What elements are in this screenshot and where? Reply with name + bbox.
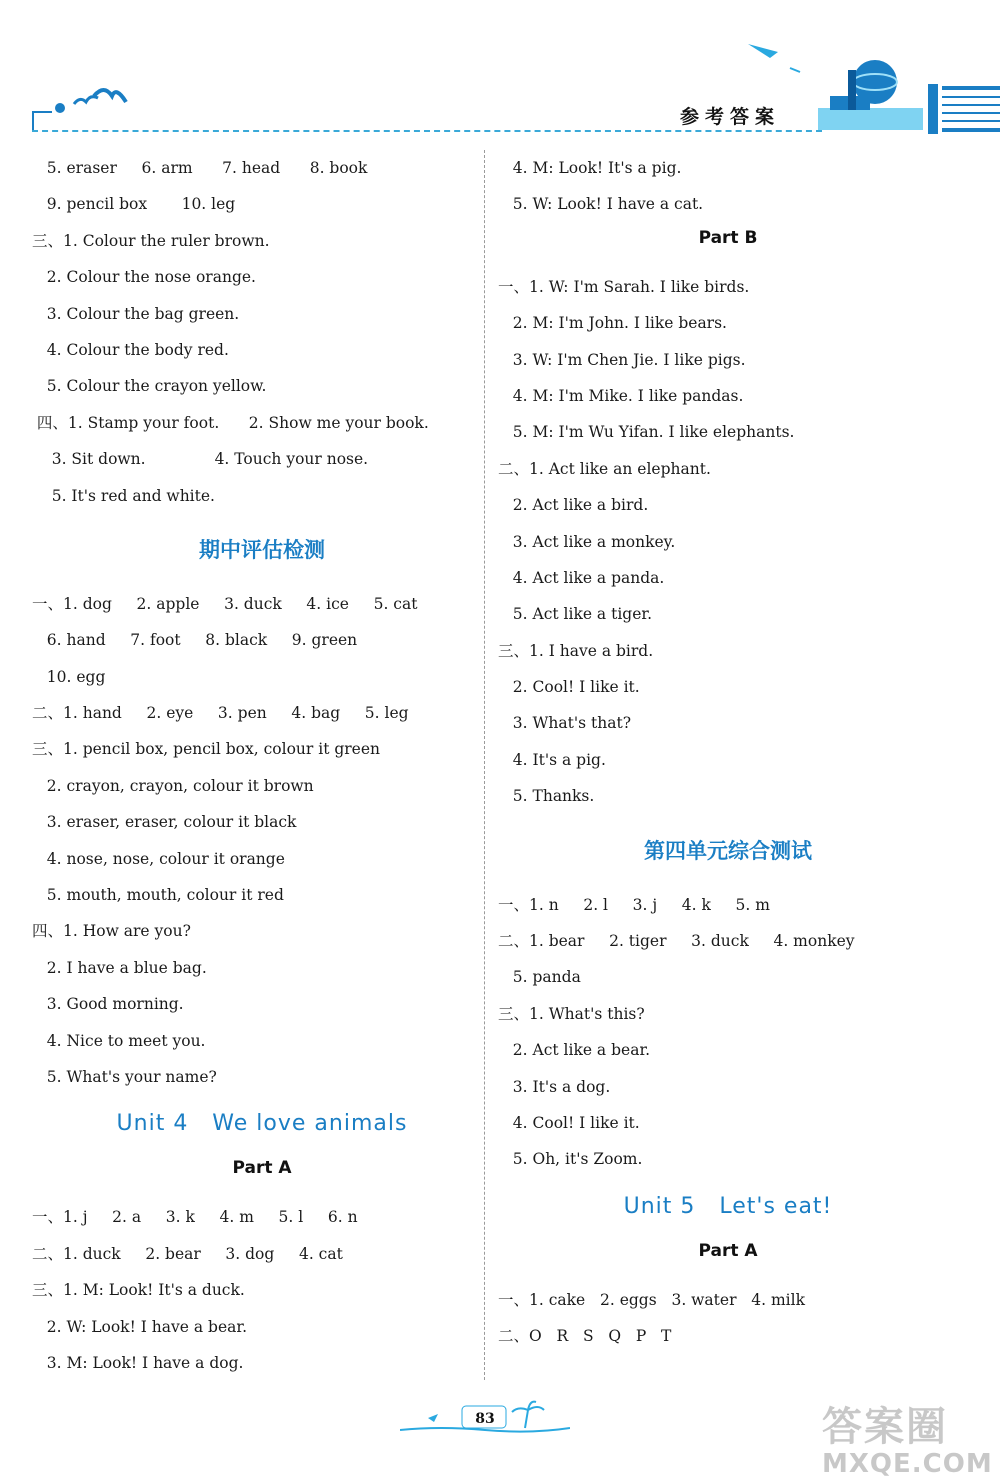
watermark-bottom: MXQE.COM xyxy=(822,1449,993,1479)
answer-line: 一、1. cake 2. eggs 3. water 4. milk xyxy=(498,1290,805,1309)
part-heading: Part B xyxy=(698,227,758,248)
watermark-logo xyxy=(822,1405,1000,1483)
answer-line: 4. Cool! I like it. xyxy=(498,1113,640,1132)
answer-line: 4. Act like a panda. xyxy=(498,568,665,587)
plane-icon xyxy=(748,44,778,58)
answer-line: 一、1. j 2. a 3. k 4. m 5. l 6. n xyxy=(32,1208,358,1227)
book-stack-icon xyxy=(818,108,923,130)
answer-line: 3. M: Look! I have a dog. xyxy=(32,1353,244,1372)
answer-line: 2. Cool! I like it. xyxy=(498,678,640,697)
answer-line: 三、1. Colour the ruler brown. xyxy=(32,231,270,250)
globe-icon xyxy=(853,60,897,104)
answer-line: 5. panda xyxy=(498,968,581,987)
answer-line: 4. Colour the body red. xyxy=(32,340,229,359)
answer-line: 5. W: Look! I have a cat. xyxy=(498,195,704,214)
dot-icon xyxy=(55,103,65,113)
answer-line: 二、1. Act like an elephant. xyxy=(498,459,711,478)
answer-line: 5. M: I'm Wu Yifan. I like elephants. xyxy=(498,423,795,442)
answer-line: 5. Oh, it's Zoom. xyxy=(498,1150,643,1169)
answer-line: 5. Act like a tiger. xyxy=(498,605,653,624)
answer-line: 3. Colour the bag green. xyxy=(32,304,240,323)
answer-line: 一、1. W: I'm Sarah. I like birds. xyxy=(498,277,750,296)
answer-line: 5. eraser 6. arm 7. head 8. book xyxy=(32,159,368,177)
answer-line: 一、1. n 2. l 3. j 4. k 5. m xyxy=(498,895,770,914)
answer-line: 2. Act like a bear. xyxy=(498,1041,651,1060)
header-block xyxy=(928,84,938,134)
answer-line: 二、1. hand 2. eye 3. pen 4. bag 5. leg xyxy=(32,704,409,723)
answer-line: 5. Thanks. xyxy=(498,787,595,806)
answer-line: 二、1. duck 2. bear 3. dog 4. cat xyxy=(32,1244,343,1263)
answer-line: 二、1. bear 2. tiger 3. duck 4. monkey xyxy=(498,932,855,951)
bird-icon xyxy=(94,90,126,102)
answer-line: 5. mouth, mouth, colour it red xyxy=(32,886,284,905)
left-column xyxy=(32,150,492,1381)
answer-line: 四、1. Stamp your foot. 2. Show me your book. xyxy=(32,413,429,432)
answer-line: 9. pencil box 10. leg xyxy=(32,195,236,214)
answer-line: 3. W: I'm Chen Jie. I like pigs. xyxy=(498,350,746,369)
answer-line: 三、1. M: Look! It's a duck. xyxy=(32,1281,245,1300)
watermark-top: 答案圈 xyxy=(822,1404,948,1450)
answer-line: 2. W: Look! I have a bear. xyxy=(32,1317,248,1336)
answer-line: 6. hand 7. foot 8. black 9. green xyxy=(32,631,358,650)
answer-line: 三、1. I have a bird. xyxy=(498,641,654,660)
page-header xyxy=(0,0,1000,140)
corner-bracket xyxy=(33,112,52,132)
answer-line: 4. M: I'm Mike. I like pandas. xyxy=(498,386,744,405)
unit-heading: Unit 5 Let's eat! xyxy=(623,1193,833,1219)
part-heading: Part A xyxy=(698,1240,758,1261)
answer-line: 3. Sit down. 4. Touch your nose. xyxy=(32,450,369,469)
answer-line: 二、O R S Q P T xyxy=(498,1327,672,1346)
right-column xyxy=(498,150,958,1355)
answer-line: 4. M: Look! It's a pig. xyxy=(498,159,682,177)
header-title: 参考答案 xyxy=(680,106,781,128)
answer-line: 4. nose, nose, colour it orange xyxy=(32,849,285,868)
answer-line: 2. Act like a bird. xyxy=(498,496,649,515)
answer-line: 3. eraser, eraser, colour it black xyxy=(32,813,297,832)
answer-line: 2. Colour the nose orange. xyxy=(32,268,256,287)
answer-line: 3. Act like a monkey. xyxy=(498,532,676,551)
header-decoration xyxy=(0,0,1000,140)
answer-line: 5. It's red and white. xyxy=(32,486,215,505)
bird-icon xyxy=(74,97,98,104)
part-heading: Part A xyxy=(232,1158,292,1179)
answer-line: 3. Good morning. xyxy=(32,995,184,1014)
answer-line: 四、1. How are you? xyxy=(32,922,191,941)
answer-line: 5. What's your name? xyxy=(32,1067,217,1086)
unit-heading: Unit 4 We love animals xyxy=(116,1111,408,1137)
answer-line: 3. What's that? xyxy=(498,714,632,733)
answer-line: 2. M: I'm John. I like bears. xyxy=(498,314,727,333)
palm-tree-icon xyxy=(512,1402,544,1428)
bird-icon xyxy=(428,1414,438,1422)
section-heading: 期中评估检测 xyxy=(199,537,325,562)
answer-line: 一、1. dog 2. apple 3. duck 4. ice 5. cat xyxy=(32,594,418,613)
column-divider xyxy=(484,150,485,1380)
answer-line: 10. egg xyxy=(32,667,106,686)
page-number: 83 xyxy=(475,1411,495,1427)
answer-line: 三、1. What's this? xyxy=(498,1004,645,1023)
answer-line: 2. crayon, crayon, colour it brown xyxy=(32,776,314,795)
answer-line: 2. I have a blue bag. xyxy=(32,958,207,977)
answer-line: 3. It's a dog. xyxy=(498,1077,611,1096)
header-dashed-line xyxy=(32,130,822,132)
answer-line: 三、1. pencil box, pencil box, colour it green xyxy=(32,740,381,759)
answer-line: 4. It's a pig. xyxy=(498,750,606,769)
answer-line: 5. Colour the crayon yellow. xyxy=(32,377,267,396)
section-heading: 第四单元综合测试 xyxy=(644,838,812,863)
answer-line: 4. Nice to meet you. xyxy=(32,1031,206,1050)
